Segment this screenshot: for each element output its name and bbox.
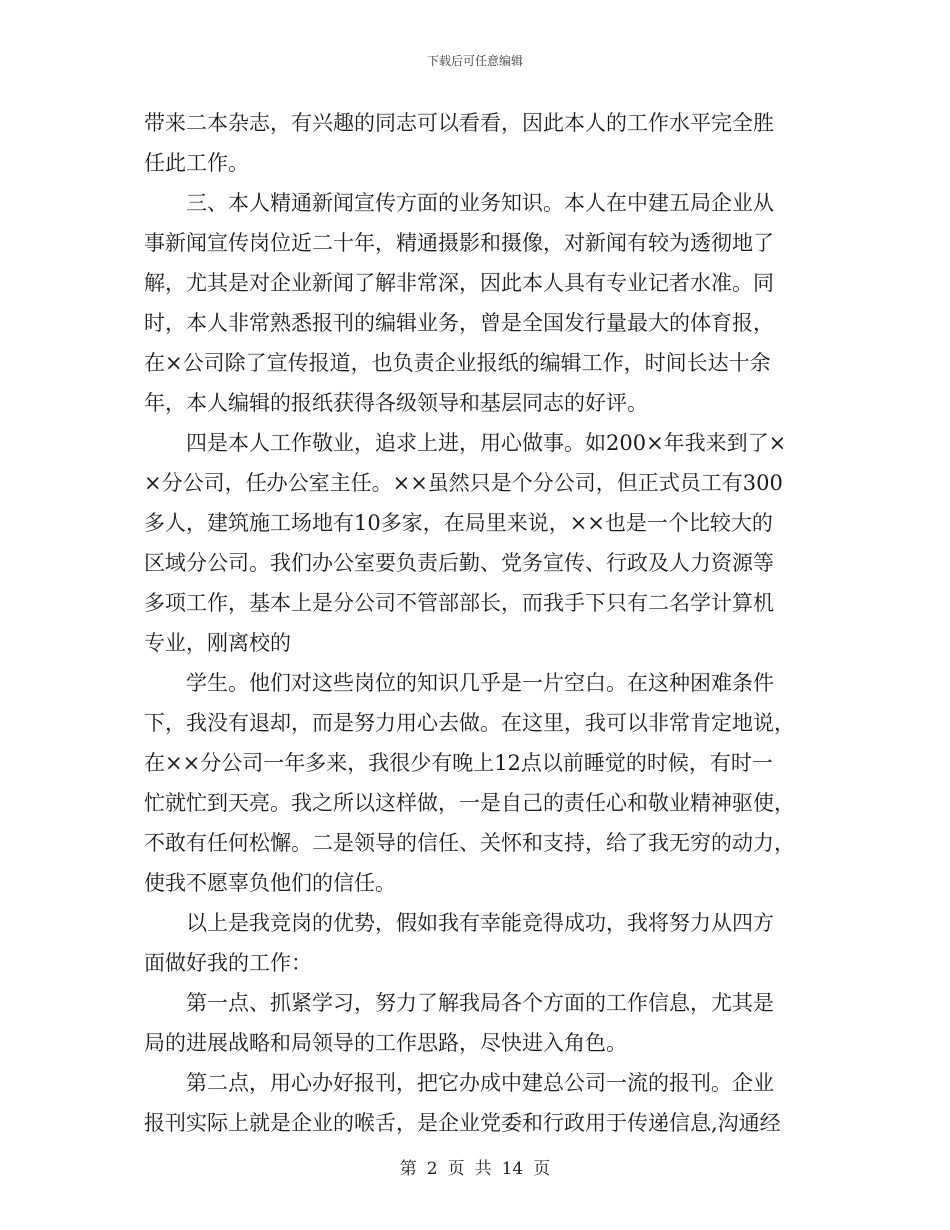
text-line: 解，尤其是对企业新闻了解非常深，因此本人具有专业记者水准。同 xyxy=(144,271,774,295)
text-line: 忙就忙到天亮。我之所以这样做，一是自己的责任心和敬业精神驱使， xyxy=(144,791,795,815)
text-line: 多项工作，基本上是分公司不管部部长，而我手下只有二名学计算机 xyxy=(144,591,774,615)
footer-total-label: 共 xyxy=(474,1159,492,1179)
text-line: 年，本人编辑的报纸获得各级领导和基层同志的好评。 xyxy=(144,391,648,415)
text-line: 第一点、抓紧学习，努力了解我局各个方面的工作信息，尤其是 xyxy=(186,991,774,1015)
text-line: 不敢有任何松懈。二是领导的信任、关怀和支持，给了我无穷的动力， xyxy=(144,831,795,855)
text-line: 四是本人工作敬业，追求上进，用心做事。如200×年我来到了× xyxy=(186,431,787,455)
text-line: 局的进展战略和局领导的工作思路，尽快进入角色。 xyxy=(144,1031,627,1055)
text-line: 以上是我竞岗的优势，假如我有幸能竞得成功，我将努力从四方 xyxy=(186,911,774,935)
text-line: 在×公司除了宣传报道，也负责企业报纸的编辑工作，时间长达十余 xyxy=(144,351,771,375)
text-line: 时，本人非常熟悉报刊的编辑业务，曾是全国发行量最大的体育报， xyxy=(144,311,774,335)
text-line: 面做好我的工作： xyxy=(144,951,312,975)
page-footer xyxy=(0,1154,950,1179)
page-header: 下载后可任意编辑 xyxy=(426,54,523,68)
footer-suffix: 页 xyxy=(533,1159,551,1179)
footer-total-pages: 14 xyxy=(501,1159,524,1179)
text-line: 事新闻宣传岗位近二十年，精通摄影和摄像，对新闻有较为透彻地了 xyxy=(144,231,774,255)
footer-current-page: 2 xyxy=(426,1159,438,1179)
text-line: 在××分公司一年多来，我很少有晚上12点以前睡觉的时候，有时一 xyxy=(144,751,773,775)
text-line: 多人，建筑施工场地有10多家，在局里来说，××也是一个比较大的 xyxy=(144,511,773,535)
text-line: 下，我没有退却，而是努力用心去做。在这里，我可以非常肯定地说， xyxy=(144,711,795,735)
text-line: 使我不愿辜负他们的信任。 xyxy=(144,871,396,895)
text-line: 专业，刚离校的 xyxy=(144,631,291,655)
text-line: 任此工作。 xyxy=(144,151,249,175)
text-line: 学生。他们对这些岗位的知识几乎是一片空白。在这种困难条件 xyxy=(186,671,774,695)
text-line: 三、本人精通新闻宣传方面的业务知识。本人在中建五局企业从 xyxy=(186,191,774,215)
text-line: 第二点，用心办好报刊，把它办成中建总公司一流的报刊。企业 xyxy=(186,1071,774,1095)
text-line: 带来二本杂志，有兴趣的同志可以看看，因此本人的工作水平完全胜 xyxy=(144,111,774,135)
footer-prefix: 第 xyxy=(399,1159,417,1179)
footer-page-label: 页 xyxy=(447,1159,465,1179)
text-line: 报刊实际上就是企业的喉舌，是企业党委和行政用于传递信息,沟通经 xyxy=(144,1111,781,1135)
document-body xyxy=(144,103,809,1143)
text-line: 区域分公司。我们办公室要负责后勤、党务宣传、行政及人力资源等 xyxy=(144,551,774,575)
text-line: ×分公司，任办公室主任。××虽然只是个分公司，但正式员工有300 xyxy=(144,471,783,495)
